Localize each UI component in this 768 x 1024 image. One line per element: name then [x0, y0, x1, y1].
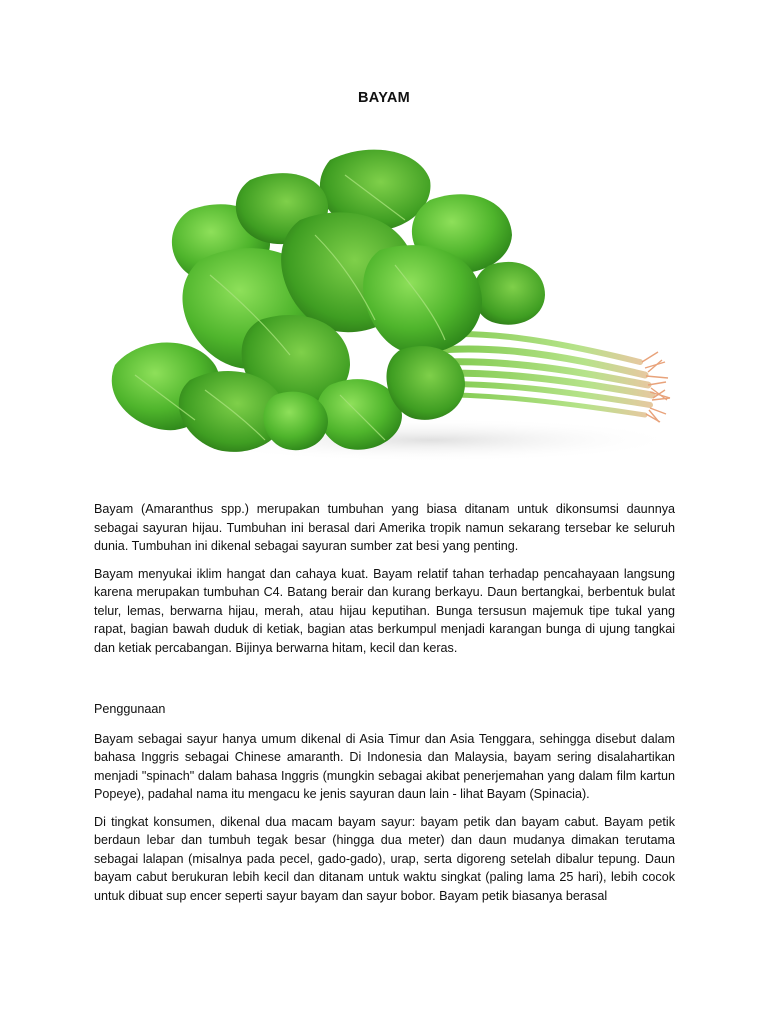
document-body — [94, 500, 675, 914]
document-title: BAYAM — [357, 90, 410, 106]
spinach-image — [100, 140, 680, 480]
section-heading-penggunaan: Penggunaan — [94, 702, 166, 716]
intro-paragraph-1: Bayam (Amaranthus spp.) merupakan tumbuhan yang biasa ditanam untuk dikonsumsi daunnya sebagai sayuran hijau. Tumbuhan ini berasal dari Amerika tropik namun sekarang tersebar ke seluruh dunia. Tumbuhan ini dikenal sebagai sayuran sumber zat besi yang penting. — [94, 502, 675, 553]
usage-paragraph-2: Di tingkat konsumen, dikenal dua macam bayam sayur: bayam petik dan bayam cabut. Bayam petik berdaun lebar dan tumbuh tegak besar (hingga dua meter) dan daun mudanya dimakan terutama sebagai lalapan (misalnya pada pecel, gado-gado), urap, serta digoreng setelah dibalur tepung. Daun bayam cabut berukuran lebih kecil dan ditanam untuk waktu singkat (paling lama 25 hari), lebih cocok untuk dibuat sup encer seperti sayur bayam dan sayur bobor. Bayam petik biasanya berasal — [94, 814, 675, 903]
usage-paragraph-1: Bayam sebagai sayur hanya umum dikenal di Asia Timur dan Asia Tenggara, sehingga disebut dalam bahasa Inggris sebagai Chinese amaranth. Di Indonesia dan Malaysia, bayam sering disalahartikan menjadi "spinach" dalam bahasa Inggris (mungkin sebagai akibat penerjemahan yang dalam film kartun Popeye), padahal nama itu mengacu ke jenis sayuran daun lain - lihat Bayam (Spinacia). — [94, 731, 675, 801]
intro-paragraph-2: Bayam menyukai iklim hangat dan cahaya kuat. Bayam relatif tahan terhadap pencahayaan langsung karena merupakan tumbuhan C4. Batang berair dan kurang berkayu. Daun bertangkai, berbentuk bulat telur, lemas, berwarna hijau, merah, atau hijau keputihan. Bunga tersusun majemuk tipe tukal yang rapat, bagian bawah duduk di ketiak, bagian atas berkumpul menjadi karangan bunga di ujung tangkai dan ketiak percabangan. Bijinya berwarna hitam, kecil dan keras. — [94, 566, 675, 655]
